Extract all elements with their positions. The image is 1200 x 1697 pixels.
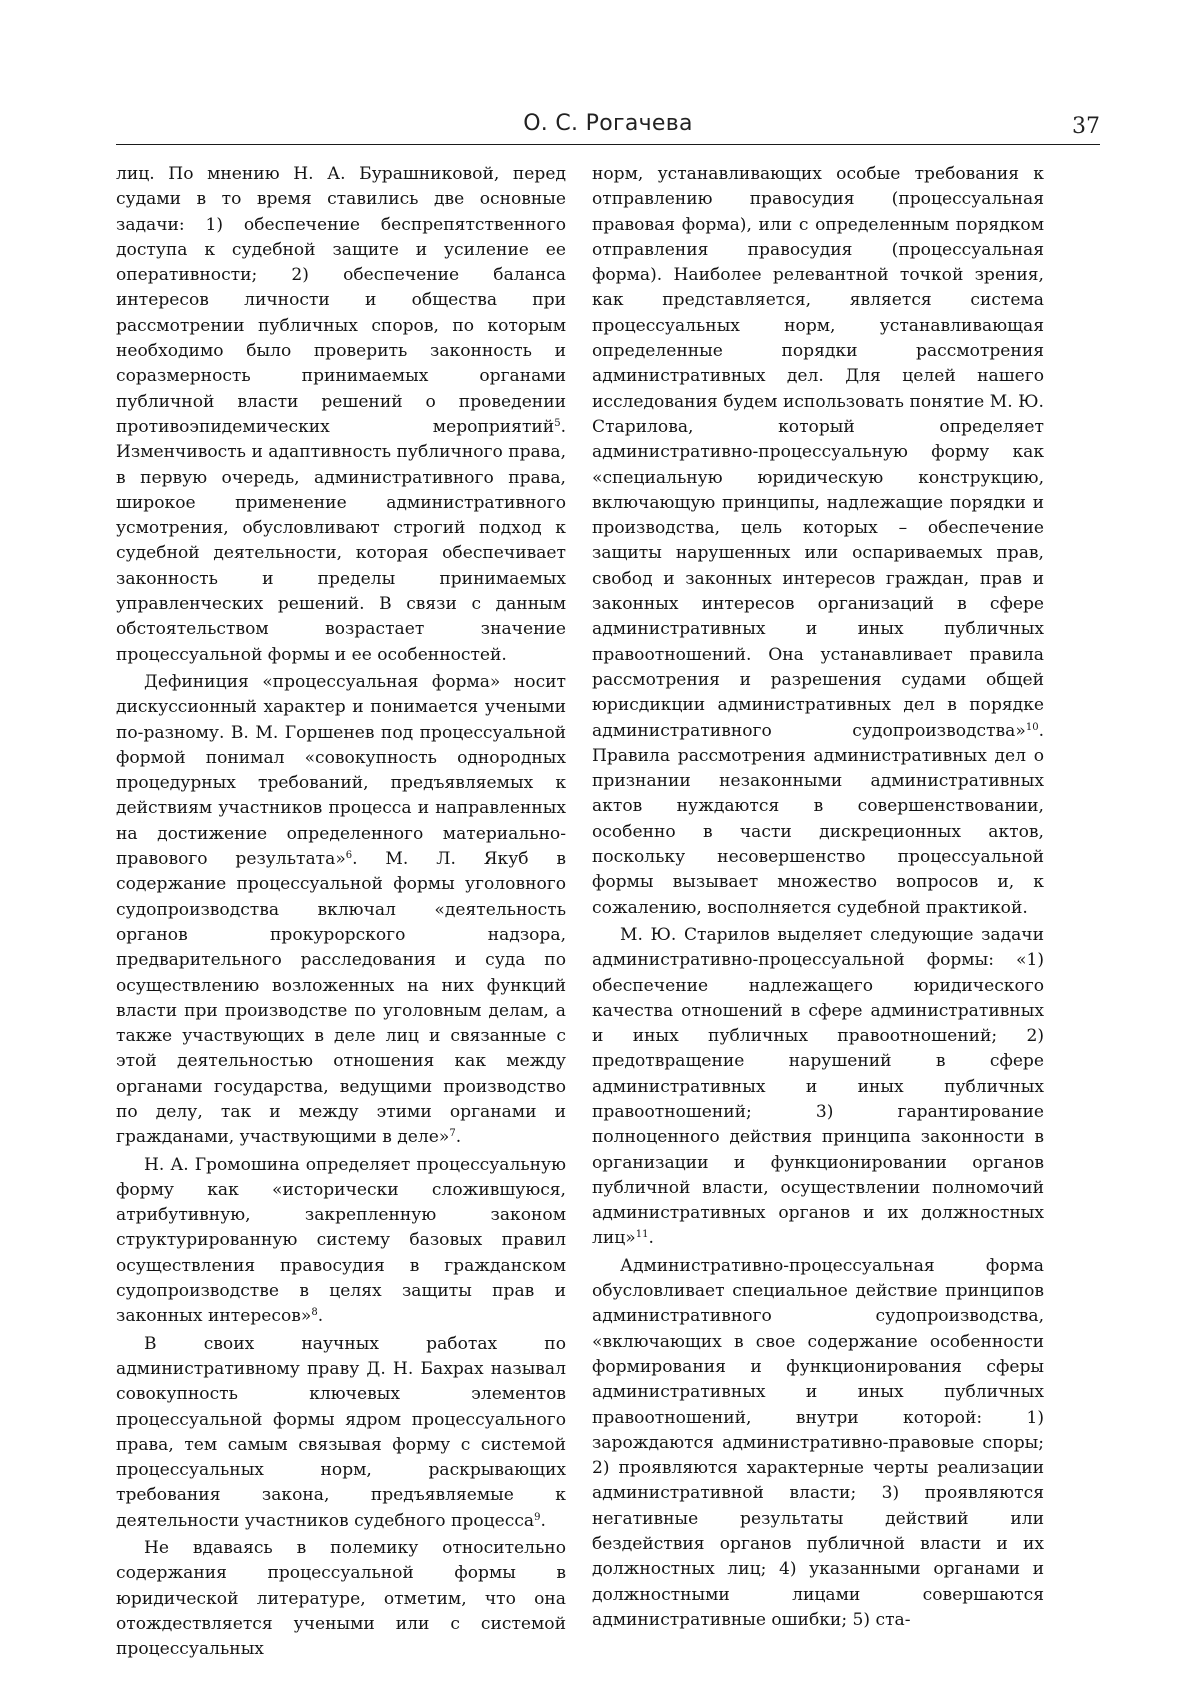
footnote-ref: 10 xyxy=(1025,721,1039,733)
page-number: 37 xyxy=(1072,114,1100,139)
running-title: О. С. Рогачева xyxy=(523,111,693,136)
right-column xyxy=(592,162,1044,1633)
left-column xyxy=(116,162,566,1663)
paragraph: Не вдаваясь в полемику относительно содержания процессуальной формы в юридической литературе, отметим, что она отождествляется учеными или с системой процессуальных xyxy=(116,1538,566,1660)
paragraph: норм, устанавливающих особые требования к отправлению правосудия (процессуальная правовая форма), или с определенным порядком отправления правосудия (процессуальная форма). Наиболее релевантной точкой зрения, как представляется, является система процессуальных норм, устанавливающая определенные порядки рассмотрения административных дел. Для целей нашего исследования будем использовать понятие М. Ю. Старилова, который определяет административно-процессуальную форму как «специальную юридическую конструкцию, включающую принципы, надлежащие порядки и производства, цель которых – обеспечение защиты нарушенных или оспариваемых прав, свобод и законных интересов граждан, прав и законных интересов организаций в сфере административных и иных публичных правоотношений. Она устанавливает правила рассмотрения и разрешения судами общей юрисдикции административных дел в порядке административного судопроизводства»$^{10}$. Правила рассмотрения административных дел о признании незаконными административных актов нуждаются в совершенствовании, особенно в части дискреционных актов, поскольку несовершенство процессуальной формы вызывает множество вопросов и, к сожалению, восполняется судебной практикой. xyxy=(592,164,1044,918)
footnote-ref: 6 xyxy=(345,850,353,862)
footnote-ref: 9 xyxy=(534,1511,541,1523)
paragraph: Административно-процессуальная форма обусловливает специальное действие принципов административного судопроизводства, «включающих в свое содержание особенности формирования и функционирования сферы административных и иных публичных правоотношений, внутри которой: 1) зарождаются административно-правовые споры; 2) проявляются характерные черты реализации административной власти; 3) проявляются негативные результаты действий или бездействия органов публичной власти и их должностных лиц; 4) указанными органами и должностными лицами совершаются административные ошибки; 5) ста- xyxy=(592,1255,1044,1630)
paragraph: Дефиниция «процессуальная форма» носит дискуссионный характер и понимается учеными по-разному. В. М. Горшенев под процессуальной формой понимал «совокупность однородных процедурных требований, предъявляемых к действиям участников процесса и направленных на достижение определенного материально-правового результата»$^6$. М. Л. Якуб в содержание процессуальной формы уголовного судопроизводства включал «деятельность органов прокурорского надзора, предварительного расследования и суда по осуществлению возложенных на них функций власти при производстве по уголовным делам, а также участвующих в деле лиц и связанные с этой деятельностью отношения как между органами государства, ведущими производство по делу, так и между этими органами и гражданами, участвующими в деле»$^7$. xyxy=(116,671,566,1148)
paragraph: лиц. По мнению Н. А. Бурашниковой, перед судами в то время ставились две основные задачи: 1) обеспечение беспрепятственного доступа к судебной защите и усиление ее оперативности; 2) обеспечение баланса интересов личности и общества при рассмотрении публичных споров, по которым необходимо было проверить законность и соразмерность принимаемых органами публичной власти решений о проведении противоэпидемических мероприятий$^5$. Изменчивость и адаптивность публичного права, в первую очередь, административного права, широкое применение административного усмотрения, обусловливают строгий подход к судебной деятельности, которая обеспечивает законность и пределы принимаемых управленческих решений. В связи с данным обстоятельством возрастает значение процессуальной формы и ее особенностей. xyxy=(116,164,566,665)
paragraph: М. Ю. Старилов выделяет следующие задачи административно-процессуальной формы: «1) обеспечение надлежащего юридического качества отношений в сфере административных и иных публичных правоотношений; 2) предотвращение нарушений в сфере административных и иных публичных правоотношений; 3) гарантирование полноценного действия принципа законности в организации и функционировании органов публичной власти, осуществлении полномочий административных органов и их должностных лиц»$^{11}$. xyxy=(592,924,1044,1249)
footnote-ref: 11 xyxy=(635,1229,649,1241)
footnote-ref: 8 xyxy=(311,1307,318,1319)
page-header xyxy=(116,110,1100,145)
footnote-ref: 7 xyxy=(449,1128,456,1140)
paragraph: В своих научных работах по административному праву Д. Н. Бахрах называл совокупность ключевых элементов процессуальной формы ядром процессуального права, тем самым связывая форму с системой процессуальных норм, раскрывающих требования закона, предъявляемые к деятельности участников судебного процесса$^9$. xyxy=(116,1333,566,1531)
footnote-ref: 5 xyxy=(554,417,561,429)
paragraph: Н. А. Громошина определяет процессуальную форму как «исторически сложившуюся, атрибутивную, закрепленную законом структурированную систему базовых правил осуществления правосудия в гражданском судопроизводстве в целях защиты прав и законных интересов»$^8$. xyxy=(116,1154,566,1327)
